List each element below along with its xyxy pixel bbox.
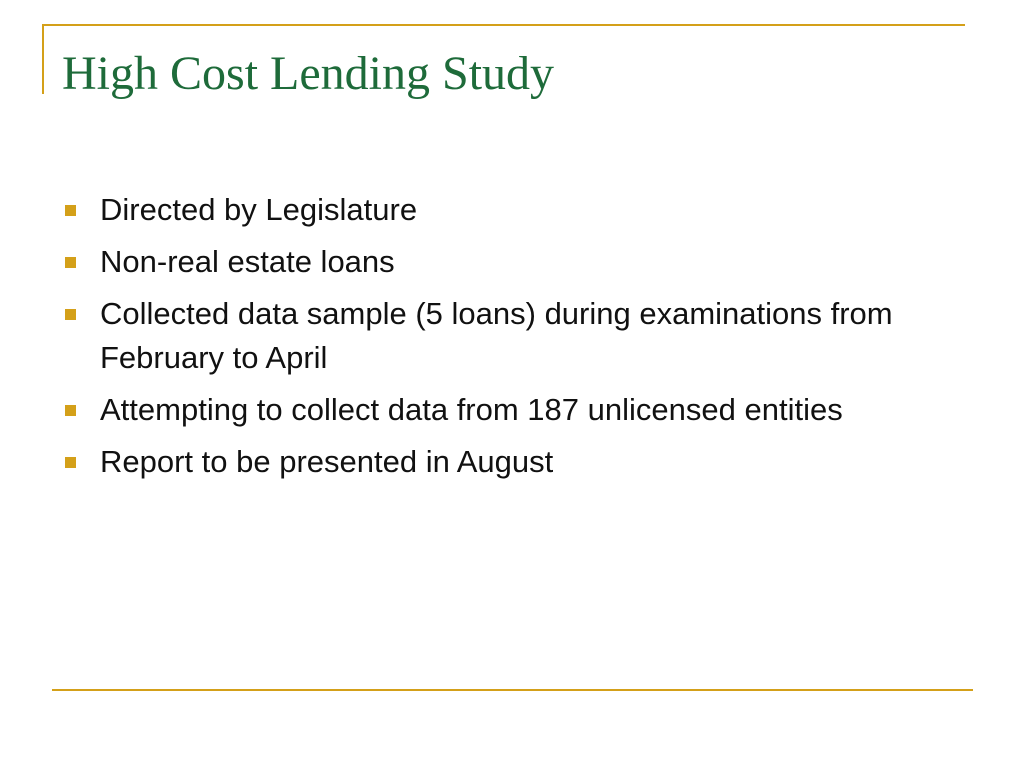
bullet-item: [62, 292, 982, 380]
bullet-list: [62, 188, 982, 492]
bullet-item: [62, 240, 982, 284]
bullet-item: [62, 388, 982, 432]
bullet-text: Non-real estate loans: [100, 244, 395, 279]
slide-title: High Cost Lending Study: [62, 47, 555, 100]
bullet-text: Report to be presented in August: [100, 444, 554, 479]
bullet-text: Collected data sample (5 loans) during examinations from February to April: [100, 296, 893, 375]
bottom-rule: [52, 689, 973, 691]
left-rule: [42, 24, 44, 94]
square-bullet-icon: [65, 309, 76, 320]
bullet-item: [62, 440, 982, 484]
bullet-text: Attempting to collect data from 187 unlicensed entities: [100, 392, 843, 427]
top-rule: [42, 24, 965, 26]
bullet-item: [62, 188, 982, 232]
square-bullet-icon: [65, 405, 76, 416]
square-bullet-icon: [65, 205, 76, 216]
bullet-text: Directed by Legislature: [100, 192, 418, 227]
square-bullet-icon: [65, 457, 76, 468]
square-bullet-icon: [65, 257, 76, 268]
